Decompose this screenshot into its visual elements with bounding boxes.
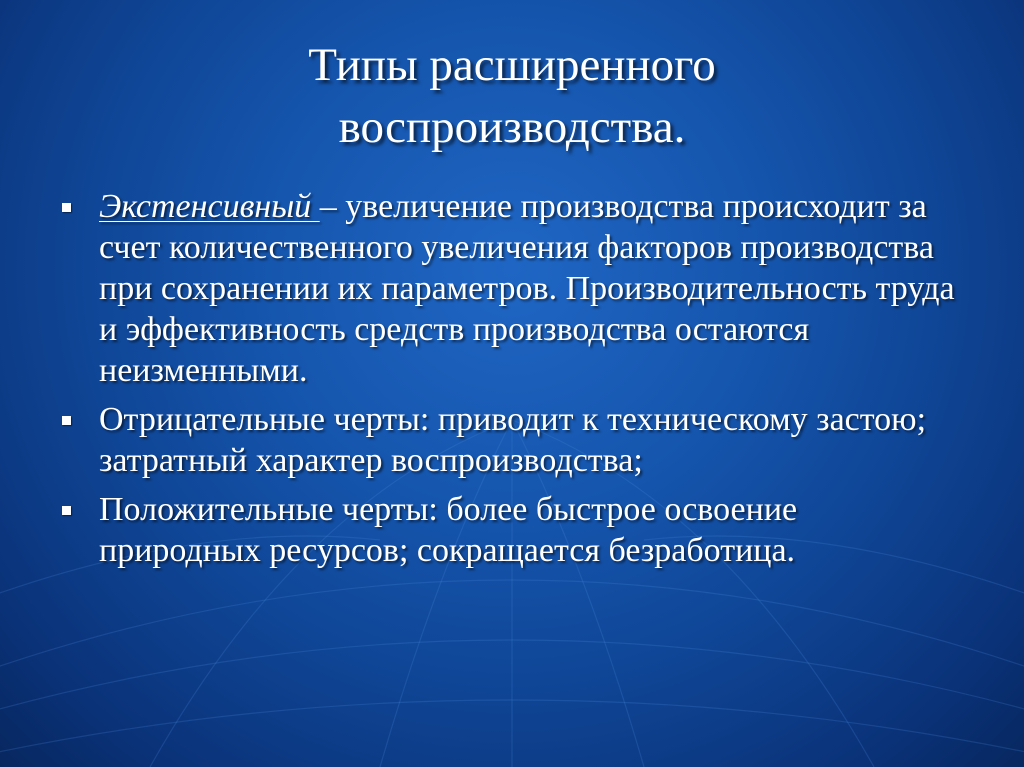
square-bullet-icon [62,506,71,515]
bullet-item-negative [62,399,962,481]
square-bullet-icon [62,416,71,425]
slide-title-line-2: воспроизводства. [338,101,686,153]
bullet-text-positive: Положительные черты: более быстрое освоение природных ресурсов; сокращается безработица. [99,491,798,569]
bullet-item-extensive [62,186,962,391]
bullet-item-positive [62,489,962,571]
bullet-list [62,186,962,579]
slide-title [112,34,912,158]
slide-title-line-1: Типы расширенного [308,39,716,91]
square-bullet-icon [62,203,71,212]
bullet-text-extensive: – увеличение производства происходит за счет количественного увеличения факторов производства при сохранении их параметров. Производительность труда и эффективность средств производства остаются неизменными. [99,188,955,389]
term-extensive: Экстенсивный [99,188,320,225]
bullet-text-negative: Отрицательные черты: приводит к техническому застою; затратный характер воспроизводства; [99,401,927,479]
